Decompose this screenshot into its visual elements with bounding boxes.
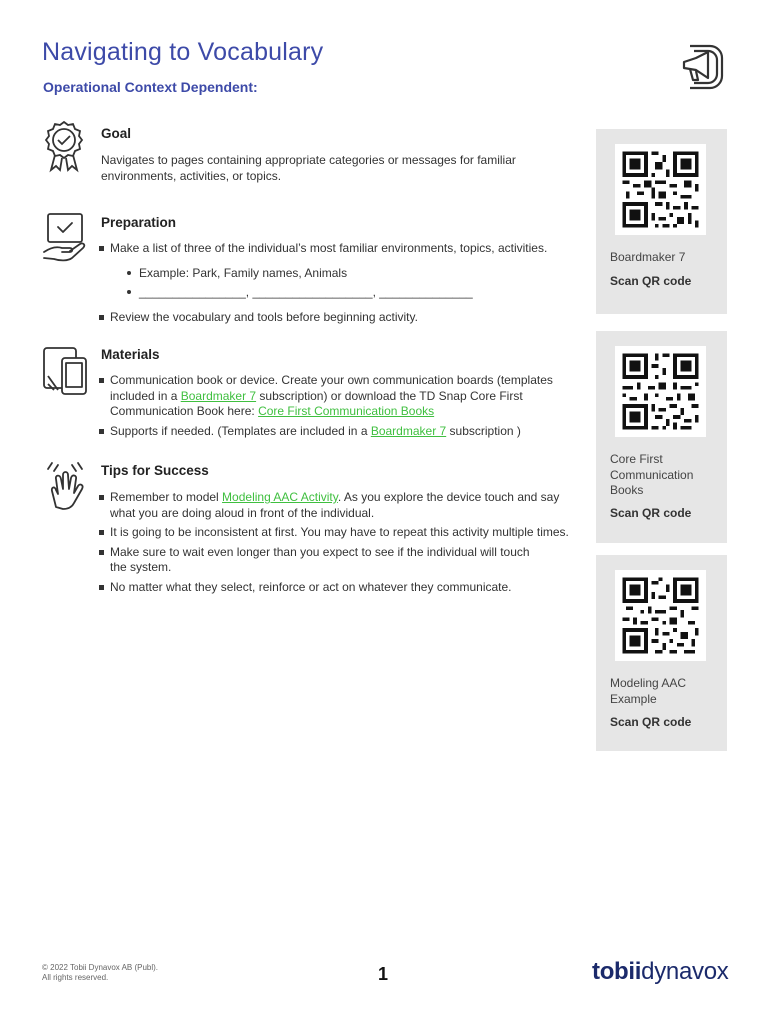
waving-hand-icon <box>46 461 86 511</box>
list-item: Example: Park, Family names, Animals <box>125 266 569 282</box>
list-item: It is going to be inconsistent at first. You may have to repeat this activity multiple times. <box>99 525 574 541</box>
list-item: Make sure to wait even longer than you expect to see if the individual will touch the system. <box>99 545 574 576</box>
qr-scan-label: Scan QR code <box>610 715 692 729</box>
modeling-aac-link[interactable]: Modeling AAC Activity <box>222 490 338 504</box>
award-ribbon-icon <box>44 120 84 174</box>
page-number: 1 <box>378 964 389 984</box>
list-item: Make a list of three of the individual’s most familiar environments, topics, activities. <box>99 241 569 257</box>
list-item: Review the vocabulary and tools before beginning activity. <box>99 310 569 326</box>
tips-list <box>99 490 574 595</box>
materials-list <box>99 373 569 439</box>
hand-checklist-icon <box>42 212 88 264</box>
list-item: ________________, __________________, ______________ <box>125 285 569 301</box>
list-item: Communication book or device. Create your own communication boards (templates included in a Boardmaker 7 subscription) or download the TD Snap Core First Communication Book here: Core First Communication Books <box>99 373 569 420</box>
list-item: Remember to model Modeling AAC Activity. As you explore the device touch and say what you are doing aloud in front of the individual. <box>99 490 574 521</box>
tips-heading: Tips for Success <box>101 463 209 478</box>
boardmaker-link[interactable]: Boardmaker 7 <box>180 388 257 403</box>
tobii-dynavox-logo: tobiidynavox <box>592 958 729 985</box>
qr-scan-label: Scan QR code <box>610 506 692 520</box>
list-item: No matter what they select, reinforce or act on whatever they communicate. <box>99 580 574 596</box>
qr-card-core-first <box>596 331 727 543</box>
core-first-link[interactable]: Core First Communication Books <box>258 404 435 418</box>
document-megaphone-icon <box>676 42 726 92</box>
list-item: Supports if needed. (Templates are included in a Boardmaker 7 subscription ) <box>99 424 569 440</box>
qr-card-boardmaker <box>596 129 727 314</box>
copyright: © 2022 Tobii Dynavox AB (Publ). All rights reserved. <box>42 963 159 982</box>
qr-label: Core First Communication Books <box>610 452 694 497</box>
qr-label: Boardmaker 7 <box>610 250 686 264</box>
preparation-list <box>99 241 569 325</box>
goal-text: Navigates to pages containing appropriate categories or messages for familiar environments, activities, or topics. <box>101 153 516 183</box>
tablet-device-icon <box>42 346 90 396</box>
boardmaker-link[interactable]: Boardmaker 7 <box>370 423 447 438</box>
goal-heading: Goal <box>101 126 132 141</box>
qr-code-icon[interactable] <box>615 570 706 661</box>
preparation-heading: Preparation <box>101 215 177 230</box>
qr-code-icon[interactable] <box>615 346 706 437</box>
page-title: Navigating to Vocabulary <box>42 38 324 66</box>
qr-scan-label: Scan QR code <box>610 274 692 288</box>
materials-heading: Materials <box>101 347 160 362</box>
qr-card-modeling-aac <box>596 555 727 751</box>
page-subtitle: Operational Context Dependent: <box>43 79 258 95</box>
qr-label: Modeling AAC Example <box>610 676 687 706</box>
qr-code-icon[interactable] <box>615 144 706 235</box>
